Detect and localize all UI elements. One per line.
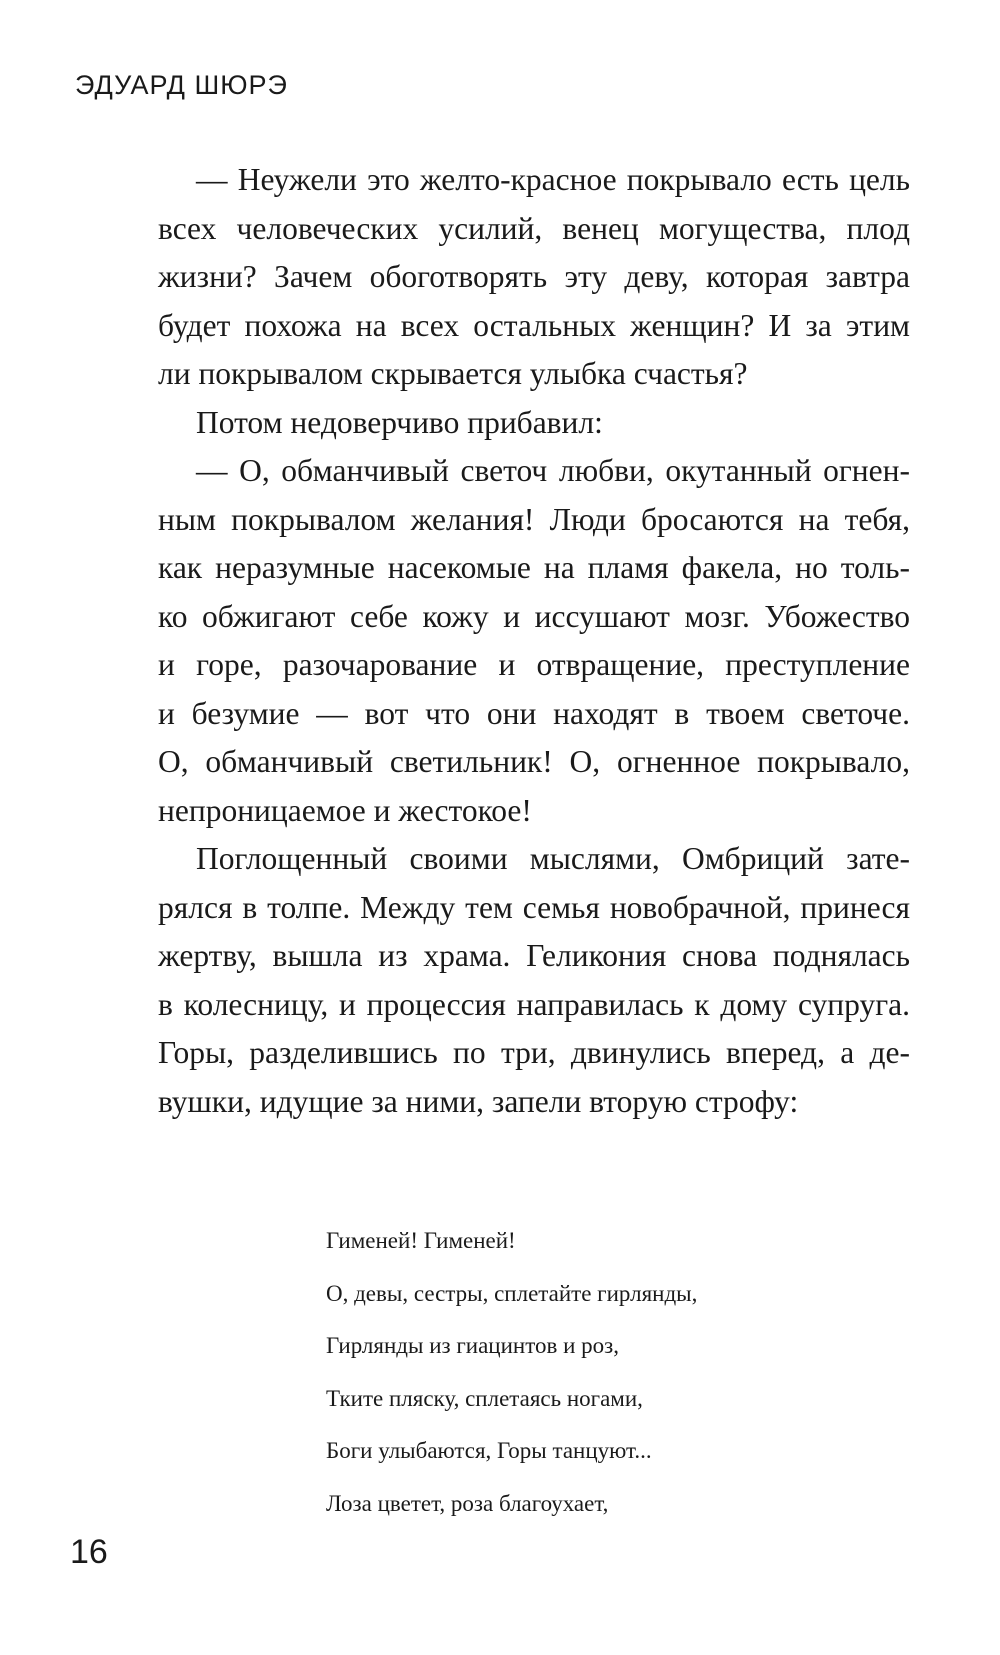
text-line: непроницаемое и жестокое! bbox=[158, 792, 532, 828]
poem-line: Боги улыбаются, Горы танцуют... bbox=[326, 1438, 652, 1463]
poem-line: Тките пляску, сплетаясь ногами, bbox=[326, 1385, 643, 1411]
text-line: жизни? Зачем обоготворять эту деву, которая завтра bbox=[158, 259, 910, 294]
poem bbox=[326, 1215, 697, 1530]
text-line: и безумие — вот что они находят в твоем светоче. bbox=[158, 695, 910, 731]
poem-line: Лоза цветет, роза благоухает, bbox=[326, 1490, 609, 1516]
text-line: — Неужели это желто-красное покрывало есть цель bbox=[196, 162, 910, 197]
text-line: ли покрывалом скрывается улыбка счастья? bbox=[158, 356, 748, 391]
page-number: 16 bbox=[70, 1533, 108, 1571]
text-line: ным покрывалом желания! Люди бросаются на тебя, bbox=[158, 501, 910, 537]
text-line: будет похожа на всех остальных женщин? И за этим bbox=[158, 307, 910, 343]
poem-line: Гименей! Гименей! bbox=[326, 1228, 516, 1253]
text-line: Поглощенный своими мыслями, Омбриций зате- bbox=[196, 841, 910, 876]
text-line: жертву, вышла из храма. Геликония снова поднялась bbox=[158, 938, 910, 973]
text-line: ко обжигают себе кожу и иссушают мозг. Убожество bbox=[158, 598, 910, 634]
text-line: Потом недоверчиво прибавил: bbox=[196, 404, 603, 440]
text-line: Горы, разделившись по три, двинулись вперед, а де- bbox=[158, 1035, 910, 1070]
paragraph bbox=[158, 835, 910, 1126]
text-line: как неразумные насекомые на пламя факела, но толь- bbox=[158, 550, 910, 585]
poem-line: Гирлянды из гиацинтов и роз, bbox=[326, 1333, 619, 1358]
text-line: и горе, разочарование и отвращение, преступление bbox=[158, 647, 910, 682]
text-line: вушки, идущие за ними, запели вторую строфу: bbox=[158, 1083, 799, 1119]
body-text bbox=[158, 156, 910, 1126]
text-line: — О, обманчивый светоч любви, окутанный огнен- bbox=[196, 453, 910, 488]
paragraph bbox=[158, 156, 910, 399]
poem-line: О, девы, сестры, сплетайте гирлянды, bbox=[326, 1280, 698, 1306]
text-line: всех человеческих усилий, венец могущества, плод bbox=[158, 210, 910, 246]
text-line: О, обманчивый светильник! О, огненное покрывало, bbox=[158, 744, 910, 779]
running-head: ЭДУАРД ШЮРЭ bbox=[75, 70, 288, 100]
paragraph bbox=[158, 447, 910, 835]
text-line: в колесницу, и процессия направилась к дому супруга. bbox=[158, 986, 910, 1022]
text-line: рялся в толпе. Между тем семья новобрачной, принеся bbox=[158, 889, 910, 925]
paragraph bbox=[158, 399, 910, 448]
